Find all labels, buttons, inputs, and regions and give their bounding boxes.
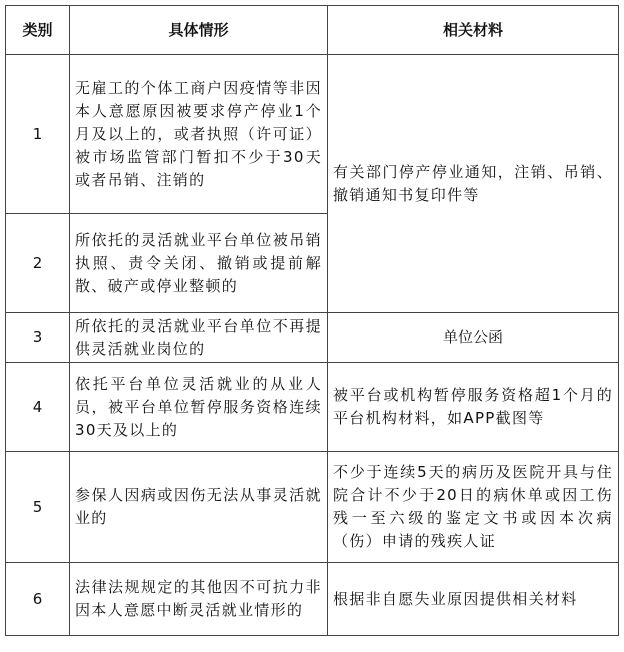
row-materials: 单位公函 <box>328 313 619 363</box>
table-row <box>6 313 619 363</box>
row-situation: 无雇工的个体工商户因疫情等非因本人意愿原因被要求停产停业1个月及以上的，或者执照（许可证）被市场监管部门暂扣不少于30天或者吊销、注销的 <box>70 55 328 214</box>
table-row <box>6 363 619 452</box>
row-category: 6 <box>6 563 70 636</box>
header-materials: 相关材料 <box>328 6 619 55</box>
row-situation: 依托平台单位灵活就业的从业人员，被平台单位暂停服务资格连续30天及以上的 <box>70 363 328 452</box>
row-situation: 法律法规规定的其他因不可抗力非因本人意愿中断灵活就业情形的 <box>70 563 328 636</box>
row-category: 3 <box>6 313 70 363</box>
table-row <box>6 452 619 563</box>
row-category: 5 <box>6 452 70 563</box>
row-category: 4 <box>6 363 70 452</box>
row-materials: 不少于连续5天的病历及医院开具与住院合计不少于20日的病休单或因工伤残一至六级的鉴定文书或因本次病（伤）申请的残疾人证 <box>328 452 619 563</box>
row-category: 2 <box>6 214 70 313</box>
header-category: 类别 <box>6 6 70 55</box>
table-row <box>6 563 619 636</box>
row-category: 1 <box>6 55 70 214</box>
row-situation: 所依托的灵活就业平台单位被吊销执照、责令关闭、撤销或提前解散、破产或停业整顿的 <box>70 214 328 313</box>
row-situation: 所依托的灵活就业平台单位不再提供灵活就业岗位的 <box>70 313 328 363</box>
row-materials: 根据非自愿失业原因提供相关材料 <box>328 563 619 636</box>
row-materials: 被平台或机构暂停服务资格超1个月的平台机构材料，如APP截图等 <box>328 363 619 452</box>
materials-table <box>5 5 619 636</box>
row-situation: 参保人因病或因伤无法从事灵活就业的 <box>70 452 328 563</box>
table-row <box>6 55 619 214</box>
header-situation: 具体情形 <box>70 6 328 55</box>
row-materials-shared: 有关部门停产停业通知，注销、吊销、撤销通知书复印件等 <box>328 55 619 313</box>
table-header-row <box>6 6 619 55</box>
